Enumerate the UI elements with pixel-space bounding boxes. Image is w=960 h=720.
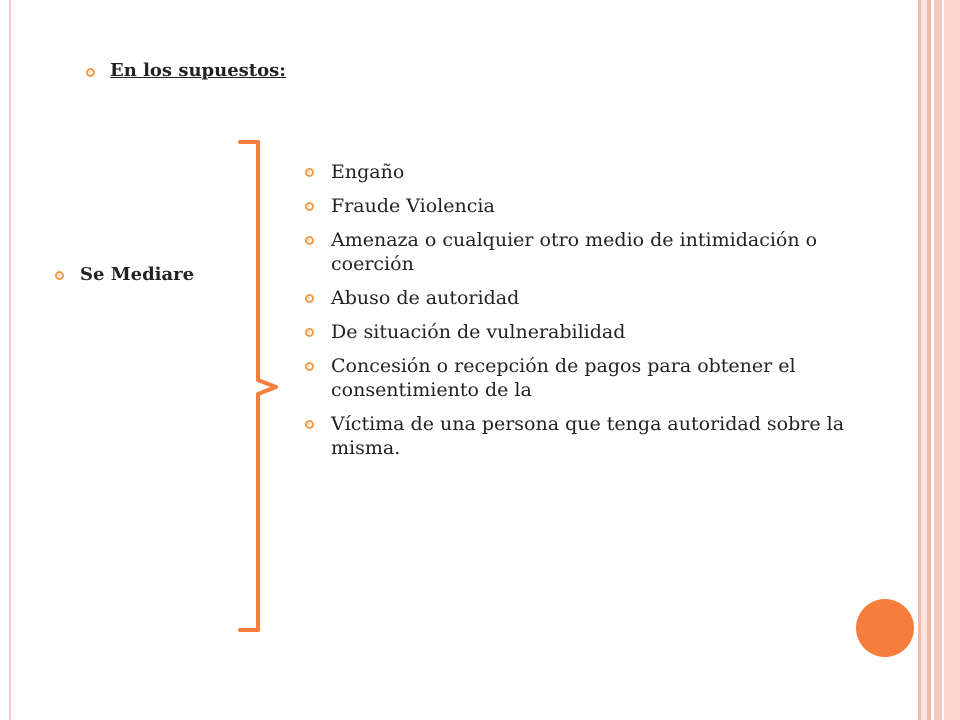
list-item: Abuso de autoridad: [300, 286, 880, 310]
bullet-icon: [305, 328, 314, 337]
list-item: Amenaza o cualquier otro medio de intimidación o coerción: [300, 228, 880, 276]
bullet-icon: [305, 294, 314, 303]
list-item: Fraude Violencia: [300, 194, 880, 218]
bullet-icon: [305, 202, 314, 211]
bullet-icon: [86, 68, 95, 77]
right-decorative-stripes: [918, 0, 960, 720]
list-item: Engaño: [300, 160, 880, 184]
side-label: Se Mediare: [80, 264, 195, 285]
list-item: Víctima de una persona que tenga autoridad sobre la misma.: [300, 412, 880, 460]
bullet-icon: [305, 236, 314, 245]
bullet-icon: [305, 420, 314, 429]
slide-heading: En los supuestos:: [110, 60, 286, 81]
list-item: De situación de vulnerabilidad: [300, 320, 880, 344]
list-item: Concesión o recepción de pagos para obtener el consentimiento de la: [300, 354, 880, 402]
orange-circle-decoration: [856, 599, 914, 657]
bullet-icon: [55, 271, 64, 280]
left-border-line: [9, 0, 11, 720]
right-brace-icon: [236, 138, 286, 638]
supuestos-list: [300, 160, 880, 470]
bullet-icon: [305, 362, 314, 371]
bullet-icon: [305, 168, 314, 177]
